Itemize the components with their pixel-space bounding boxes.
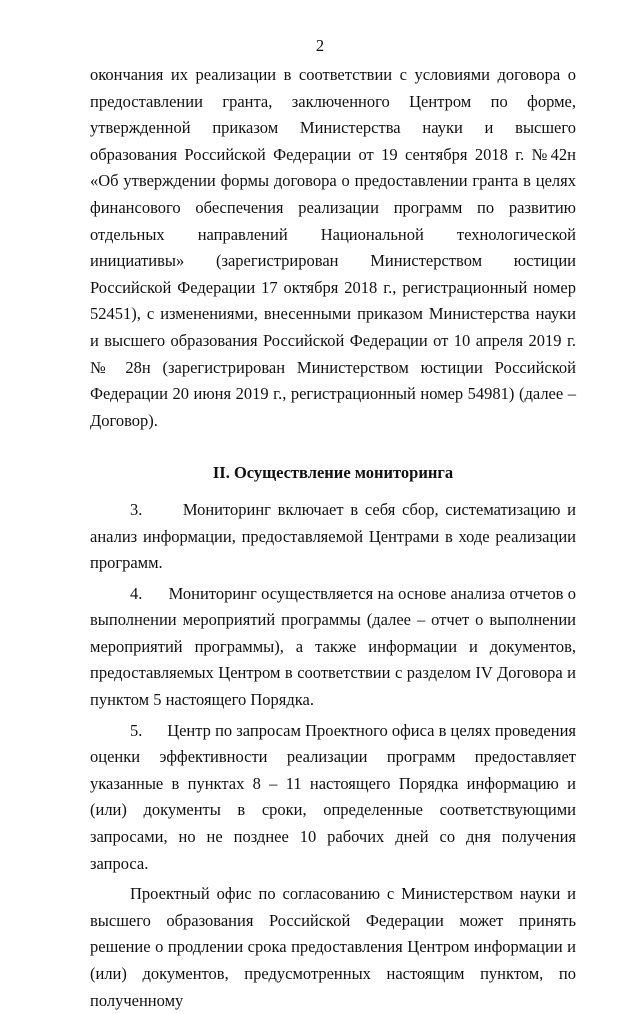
document-body bbox=[90, 62, 576, 1014]
page-number: 2 bbox=[315, 36, 325, 55]
paragraph-5: 5. Центр по запросам Проектного офиса в целях проведения оценки эффективности реализации программ предоставляет указанные в пунктах 8 – 11 настоящего Порядка информацию и (или) документы в сроки, определенные соответствующими запросами, но не позднее 10 рабочих дней со дня получения запроса. bbox=[90, 720, 576, 873]
continuation-paragraph: окончания их реализации в соответствии с условиями договора о предоставлении гранта, заключенного Центром по форме, утвержденной приказом Министерства науки и высшего образования Российской Федерации от 19 сентября 2018 г. №42н «Об утверждении формы договора о предоставлении гранта в целях финансового обеспечения реализации программ по развитию отдельных направлений Национальной технологической инициативы» (зарегистрирован Министерством юстиции Российской Федерации 17 октября 2018 г., регистрационный номер 52451), с изменениями, внесенными приказом Министерства науки и высшего образования Российской Федерации от 10 апреля 2019 г. № 28н (зарегистрирован Министерством юстиции Российской Федерации 20 июня 2019 г., регистрационный номер 54981) (далее – Договор). bbox=[90, 65, 576, 430]
paragraph-4: 4. Мониторинг осуществляется на основе анализа отчетов о выполнении мероприятий программы (далее – отчет о выполнении мероприятий программы), а также информации и документов, предоставляемых Центром в соответствии с разделом IV Договора и пунктом 5 настоящего Порядка. bbox=[90, 583, 576, 710]
paragraph-5-continuation: Проектный офис по согласованию с Министерством науки и высшего образования Российской Федерации может принять решение о продлении срока предоставления Центром информации и (или) документов, предусмотренных настоящим пунктом, по полученному bbox=[90, 884, 576, 1010]
section-heading: II. Осуществление мониторинга bbox=[212, 463, 454, 483]
paragraph-3: 3. Мониторинг включает в себя сбор, систематизацию и анализ информации, предоставляемой Центрами в ходе реализации программ. bbox=[90, 499, 576, 573]
